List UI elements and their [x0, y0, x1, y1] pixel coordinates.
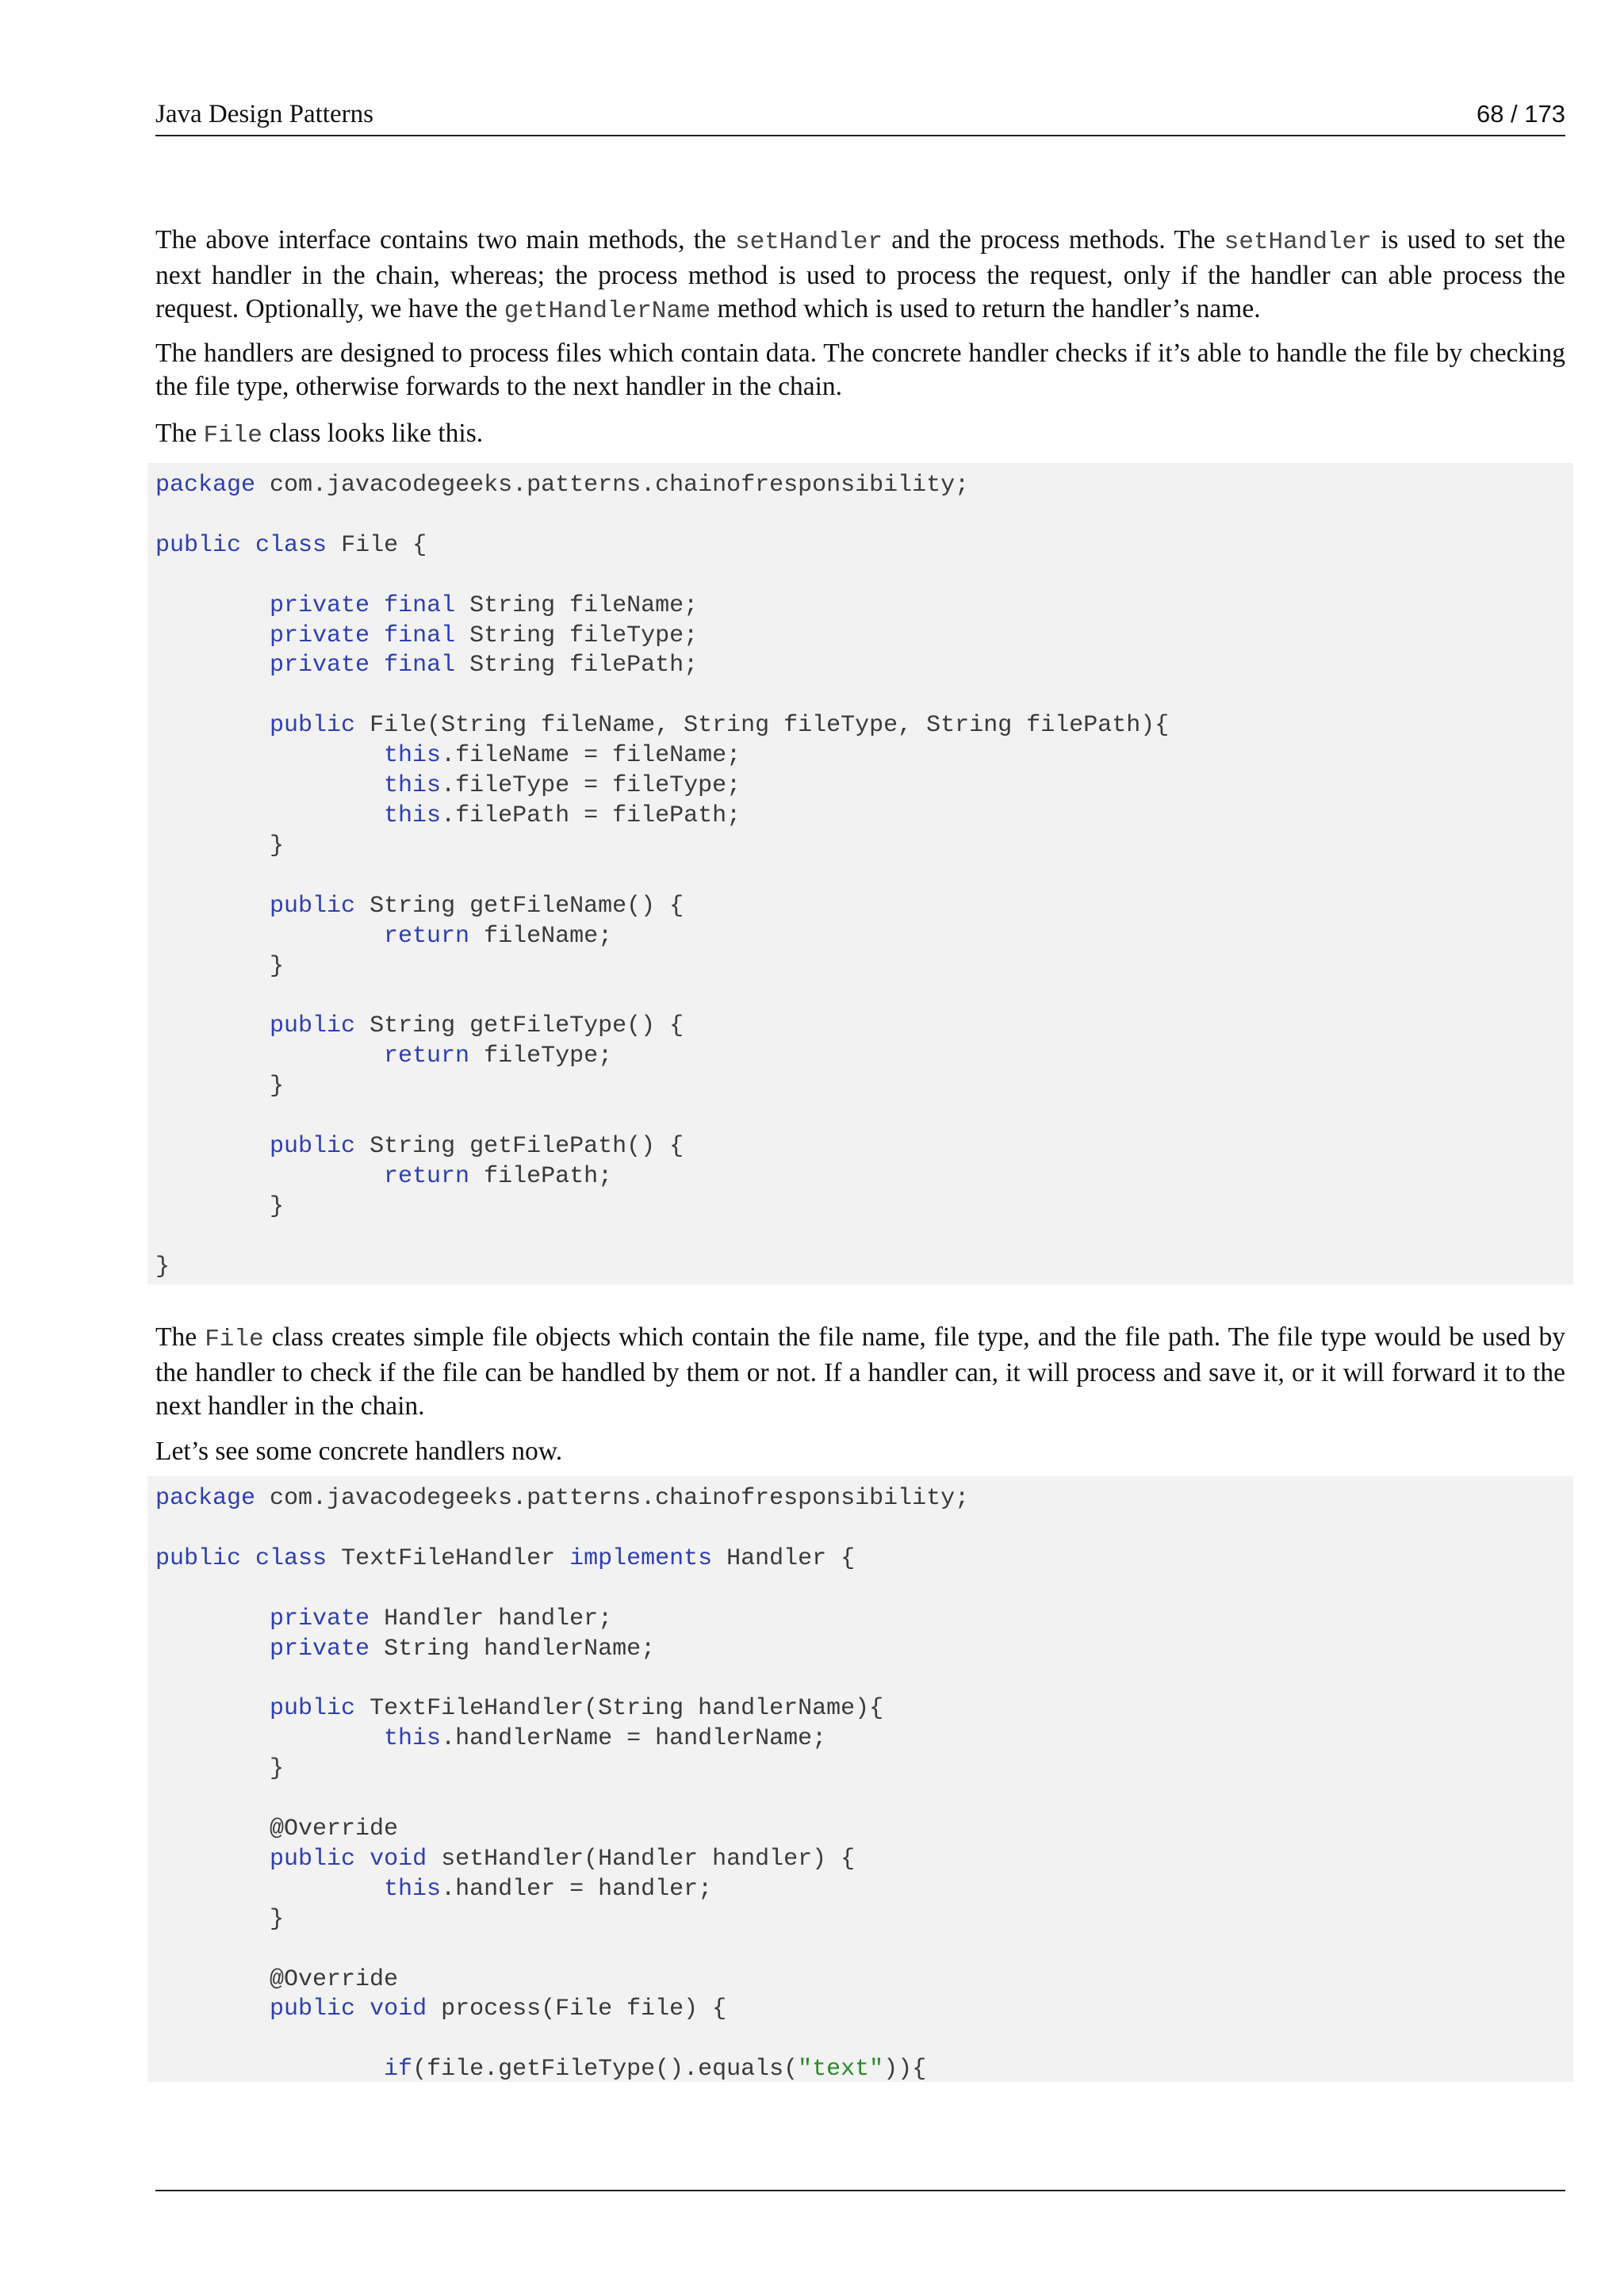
- code-text: String getFileName() {: [355, 892, 684, 920]
- code-keyword: this: [384, 742, 442, 770]
- code-keyword: public: [270, 1012, 356, 1040]
- code-line: [155, 1193, 284, 1220]
- code-keyword: final: [384, 652, 456, 679]
- code-text: @Override: [155, 1965, 399, 1993]
- code-string: "text": [798, 2056, 884, 2082]
- code-text: TextFileHandler: [327, 1544, 570, 1572]
- code-text: [155, 1043, 384, 1070]
- code-text: [155, 1012, 270, 1039]
- code-keyword: public: [155, 1544, 242, 1572]
- code-text: File {: [327, 531, 427, 559]
- code-text: [355, 1996, 370, 2022]
- paragraph-interface-methods: [155, 224, 1565, 328]
- code-text: }: [155, 1905, 285, 1933]
- code-text: }: [155, 832, 285, 859]
- code-text: .handlerName = handlerName;: [441, 1725, 827, 1753]
- page-number: 68 / 173: [1476, 100, 1565, 128]
- code-line: [155, 1043, 612, 1070]
- code-keyword: return: [384, 1162, 470, 1190]
- code-text: [155, 1636, 270, 1663]
- code-text: [370, 592, 384, 619]
- code-keyword: this: [384, 772, 442, 800]
- code-line: [155, 1485, 969, 1512]
- code-keyword: public: [270, 712, 356, 740]
- code-text: }: [155, 952, 285, 980]
- code-keyword: private: [270, 591, 370, 619]
- text-run: The handlers are designed to process files which contain data. The concrete handler checks if it’s able to handle the file by checking the file type, otherwise forwards to the next handler in the chain.: [155, 339, 1565, 401]
- code-text: [155, 712, 270, 739]
- code-keyword: class: [255, 531, 327, 559]
- code-keyword: public: [270, 1695, 356, 1723]
- paragraph-file-class-explanation: [155, 1321, 1565, 1423]
- paragraph-concrete-handlers-intro: [155, 1435, 1565, 1468]
- paragraph-file-class-intro: [155, 417, 1565, 453]
- code-keyword: private: [270, 652, 370, 679]
- code-keyword: public: [270, 1845, 356, 1873]
- code-text: [370, 652, 384, 679]
- code-line: [155, 1695, 883, 1722]
- code-text: [155, 2056, 384, 2082]
- code-text: .filePath = filePath;: [441, 802, 741, 829]
- code-keyword: private: [270, 1635, 370, 1663]
- code-block-text-file-handler: [147, 1476, 1573, 2082]
- text-run: class looks like this.: [262, 419, 484, 448]
- code-text: .handler = handler;: [441, 1875, 713, 1903]
- page-header: [155, 98, 1565, 136]
- code-text: [155, 592, 270, 619]
- code-keyword: private: [270, 1605, 370, 1632]
- code-text: [155, 1695, 270, 1722]
- text-run: The above interface contains two main methods, the: [155, 225, 735, 254]
- code-text: filePath;: [469, 1162, 613, 1190]
- text-run: is used to set the next handler in the chain, whereas; the process method is used to process the request, only if the handler can able process the request. Optionally, we have the: [155, 225, 1566, 323]
- code-text: [155, 742, 384, 769]
- code-line: [155, 953, 284, 980]
- code-line: [155, 1605, 612, 1632]
- code-text: [155, 923, 384, 950]
- code-line: [155, 592, 698, 619]
- code-line: [155, 1133, 684, 1160]
- code-line: [155, 1636, 655, 1663]
- code-text: [370, 622, 384, 649]
- footer-rule: [155, 2190, 1565, 2191]
- code-keyword: return: [384, 1043, 470, 1070]
- code-line: [155, 832, 284, 859]
- inline-code: File: [205, 1326, 264, 1353]
- code-line: [155, 893, 684, 920]
- code-text: [241, 1545, 255, 1572]
- code-line: [155, 1012, 684, 1039]
- code-keyword: void: [370, 1996, 427, 2023]
- code-text: }: [155, 1073, 285, 1100]
- code-keyword: final: [384, 591, 456, 619]
- code-text: }: [155, 1755, 285, 1783]
- code-line: [155, 1816, 398, 1843]
- inline-code: File: [203, 422, 262, 450]
- code-text: setHandler(Handler handler) {: [427, 1845, 856, 1873]
- code-keyword: final: [384, 622, 456, 649]
- code-text: File(String fileName, String fileType, String filePath){: [355, 712, 1170, 740]
- code-keyword: package: [155, 472, 256, 499]
- code-line: [155, 1545, 855, 1572]
- code-text: [155, 1996, 270, 2022]
- code-keyword: public: [155, 531, 242, 559]
- code-text: com.javacodegeeks.patterns.chainofresponsibility;: [255, 472, 970, 499]
- inline-code: getHandlerName: [504, 297, 711, 325]
- code-line: [155, 742, 741, 769]
- code-text: fileType;: [469, 1043, 613, 1070]
- code-keyword: public: [270, 1996, 356, 2023]
- code-line: [155, 1996, 726, 2022]
- code-text: Handler handler;: [370, 1605, 613, 1632]
- code-line: [155, 923, 612, 950]
- code-line: [155, 1073, 284, 1100]
- code-text: [155, 1133, 270, 1160]
- code-keyword: this: [384, 1875, 442, 1903]
- code-text: String getFileType() {: [355, 1012, 684, 1040]
- code-text: com.javacodegeeks.patterns.chainofresponsibility;: [255, 1485, 970, 1512]
- text-run: class creates simple file objects which contain the file name, file type, and the file path. The file type would be used by the handler to check if the file can be handled by them or not. If a handler can, it will process and save it, or it will forward it to the next handler in the chain.: [155, 1322, 1565, 1421]
- code-keyword: if: [384, 2056, 413, 2082]
- text-run: The: [155, 1322, 205, 1352]
- inline-code: setHandler: [1224, 228, 1372, 256]
- code-text: [155, 1725, 384, 1752]
- code-text: .fileName = fileName;: [441, 742, 741, 770]
- code-text: fileName;: [469, 922, 613, 950]
- code-keyword: private: [270, 622, 370, 649]
- code-listing: [155, 1484, 1565, 2082]
- text-run: method which is used to return the handler’s name.: [710, 294, 1261, 323]
- inline-code: setHandler: [735, 228, 883, 256]
- paragraph-handlers-description: [155, 337, 1565, 404]
- code-text: String handlerName;: [370, 1635, 656, 1663]
- code-line: [155, 1755, 284, 1782]
- code-line: [155, 472, 969, 499]
- code-line: [155, 1966, 398, 1993]
- code-text: [155, 1846, 270, 1873]
- code-text: String fileName;: [455, 591, 699, 619]
- code-listing: [155, 471, 1565, 1282]
- text-run: Let’s see some concrete handlers now.: [155, 1437, 563, 1466]
- book-title: Java Design Patterns: [155, 100, 373, 128]
- code-text: String filePath;: [455, 652, 699, 679]
- text-run: The: [155, 419, 204, 448]
- code-text: process(File file) {: [427, 1996, 727, 2023]
- code-line: [155, 2056, 926, 2082]
- code-keyword: return: [384, 922, 470, 950]
- code-text: TextFileHandler(String handlerName){: [355, 1695, 884, 1723]
- code-text: [155, 772, 384, 799]
- text-run: and the process methods. The: [883, 225, 1224, 254]
- code-text: }: [155, 1253, 170, 1280]
- code-line: [155, 652, 698, 679]
- code-line: [155, 1253, 170, 1280]
- code-keyword: package: [155, 1485, 256, 1512]
- code-text: .fileType = fileType;: [441, 772, 741, 800]
- code-text: (file.getFileType().equals(: [412, 2056, 799, 2082]
- code-text: )){: [883, 2056, 927, 2082]
- code-text: [241, 532, 255, 559]
- code-text: [155, 1876, 384, 1903]
- code-text: @Override: [155, 1815, 399, 1843]
- code-line: [155, 1725, 826, 1752]
- code-keyword: implements: [569, 1544, 713, 1572]
- code-line: [155, 532, 427, 559]
- code-text: [155, 802, 384, 829]
- code-keyword: public: [270, 892, 356, 920]
- code-line: [155, 802, 741, 829]
- code-text: [155, 893, 270, 920]
- code-line: [155, 1876, 712, 1903]
- code-text: Handler {: [712, 1544, 856, 1572]
- code-text: [155, 622, 270, 649]
- code-keyword: class: [255, 1544, 327, 1572]
- code-keyword: this: [384, 802, 442, 829]
- code-keyword: public: [270, 1132, 356, 1160]
- code-text: }: [155, 1192, 285, 1220]
- code-text: [155, 652, 270, 679]
- code-text: String getFilePath() {: [355, 1132, 684, 1160]
- code-line: [155, 1846, 855, 1873]
- code-keyword: void: [370, 1845, 427, 1873]
- code-text: String fileType;: [455, 622, 699, 649]
- code-line: [155, 622, 698, 649]
- code-text: [355, 1846, 370, 1873]
- code-text: [155, 1163, 384, 1190]
- code-line: [155, 1906, 284, 1933]
- code-line: [155, 772, 741, 799]
- code-line: [155, 712, 1169, 739]
- code-block-file-class: [147, 463, 1573, 1284]
- code-text: [155, 1605, 270, 1632]
- code-keyword: this: [384, 1725, 442, 1753]
- code-line: [155, 1163, 612, 1190]
